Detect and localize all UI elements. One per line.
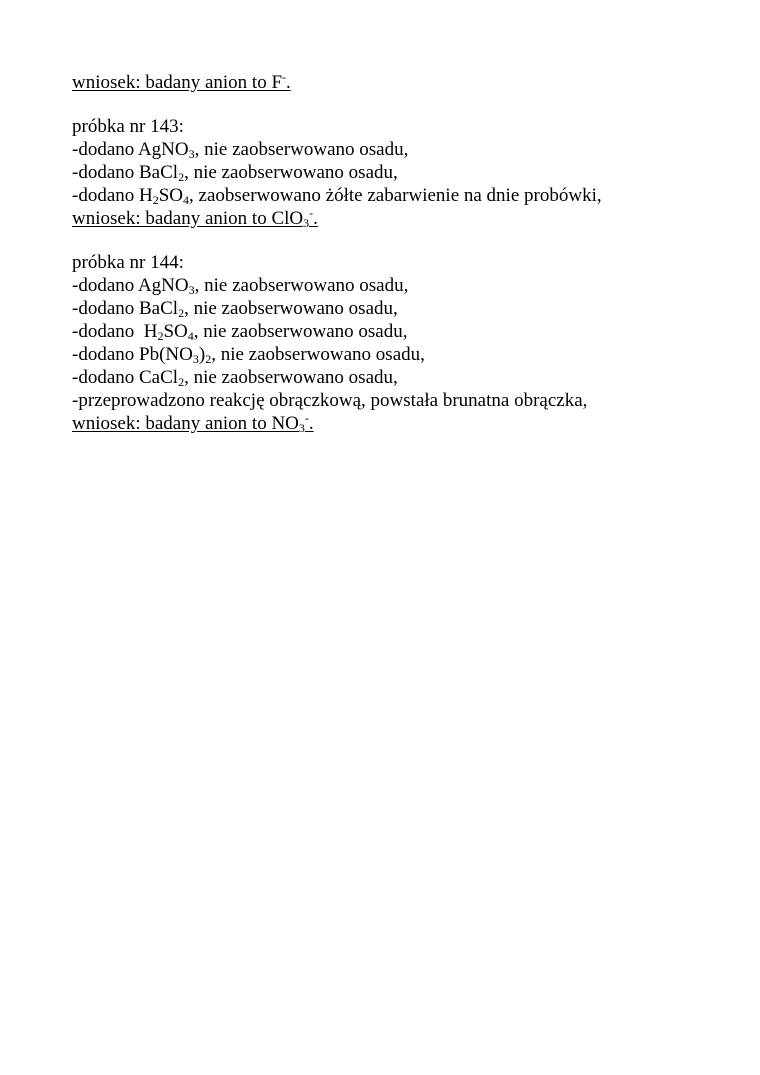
text-run: próbka nr 144:: [72, 252, 184, 273]
subscript: 2: [152, 193, 159, 207]
observation-line: [72, 343, 712, 366]
text-run: , nie zaobserwowano osadu,: [194, 139, 409, 160]
document-page: [72, 71, 712, 435]
observation-line: [72, 320, 712, 343]
text-run: .: [313, 208, 318, 229]
sample-block: [72, 115, 712, 230]
subscript: 4: [183, 193, 190, 207]
subscript: 3: [188, 283, 195, 297]
text-run: , zaobserwowano żółte zabarwienie na dnie probówki,: [189, 185, 602, 206]
text-run: -przeprowadzono reakcję obrączkową, powstała brunatna obrączka,: [72, 390, 588, 411]
subscript: 4: [187, 329, 194, 343]
text-run: -dodano H: [72, 185, 153, 206]
subscript: 3: [298, 421, 305, 435]
observation-line: [72, 161, 712, 184]
observation-line: [72, 297, 712, 320]
text-run: , nie zaobserwowano osadu,: [184, 162, 398, 183]
text-run: -dodano BaCl: [72, 162, 179, 183]
text-run: -dodano AgNO: [72, 139, 189, 160]
paragraph-spacer: [72, 230, 712, 251]
conclusion-line: [72, 207, 712, 230]
text-run: wniosek: badany anion to NO: [72, 413, 299, 434]
subscript: 2: [178, 375, 185, 389]
text-run: SO: [163, 321, 188, 342]
text-run: wniosek: badany anion to F: [72, 72, 283, 93]
superscript: -: [282, 70, 287, 84]
conclusion-line: [72, 71, 712, 94]
text-run: -dodano Pb(NO: [72, 344, 193, 365]
subscript: 3: [188, 147, 195, 161]
superscript: -: [304, 411, 309, 425]
text-run: -dodano H: [72, 321, 158, 342]
observation-line: [72, 184, 712, 207]
conclusion-line: [72, 412, 712, 435]
text-run: ): [198, 344, 206, 365]
text-run: .: [308, 413, 314, 434]
text-run: próbka nr 143:: [72, 116, 184, 137]
subscript: 3: [303, 216, 310, 230]
text-run: -dodano CaCl: [72, 367, 179, 388]
sample-heading: [72, 115, 712, 138]
observation-line: [72, 366, 712, 389]
subscript: 2: [205, 352, 212, 366]
observation-line: [72, 389, 712, 412]
text-run: -dodano BaCl: [72, 298, 179, 319]
subscript: 2: [178, 306, 185, 320]
text-run: , nie zaobserwowano osadu,: [211, 344, 425, 365]
superscript: -: [309, 206, 314, 220]
observation-line: [72, 274, 712, 297]
observation-line: [72, 138, 712, 161]
paragraph-spacer: [72, 94, 712, 115]
subscript: 2: [157, 329, 164, 343]
conclusion-block: [72, 71, 712, 94]
subscript: 2: [178, 170, 185, 184]
text-run: .: [286, 72, 291, 93]
text-run: , nie zaobserwowano osadu,: [193, 321, 408, 342]
text-run: -dodano AgNO: [72, 275, 189, 296]
text-run: wniosek: badany anion to ClO: [72, 208, 304, 229]
text-run: , nie zaobserwowano osadu,: [184, 298, 398, 319]
text-run: , nie zaobserwowano osadu,: [184, 367, 398, 388]
subscript: 3: [192, 352, 199, 366]
text-run: , nie zaobserwowano osadu,: [194, 275, 409, 296]
sample-block: [72, 251, 712, 435]
sample-heading: [72, 251, 712, 274]
text-run: SO: [158, 185, 184, 206]
